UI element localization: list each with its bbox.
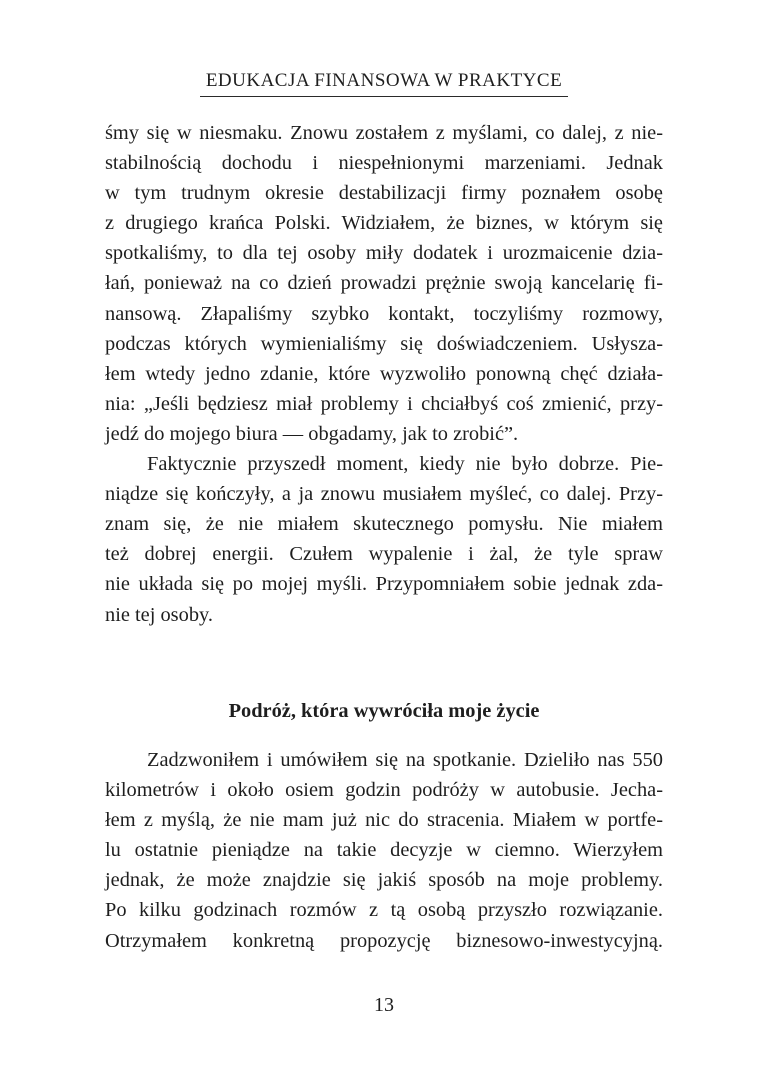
section-heading: Podróż, która wywróciła moje życie [228,700,540,722]
text-line: Po kilku godzinach rozmów z tą osobą przyszło rozwiązanie. [105,899,663,922]
text-line: lu ostatnie pieniądze na takie decyzje w ciemno. Wierzyłem [105,839,663,862]
text-line: łań, ponieważ na co dzień prowadzi prężnie swoją kancelarię fi- [105,272,663,295]
page-number: 13 [374,994,394,1016]
text-line: podczas których wymienialiśmy się doświadczeniem. Usłysza- [105,332,663,355]
running-header [0,70,768,97]
text-line: łem wtedy jedno zdanie, które wyzwoliło ponowną chęć działa- [105,362,663,385]
text-line: nia: „Jeśli będziesz miał problemy i chciałbyś coś zmienić, przy- [105,392,663,415]
text-line: spotkaliśmy, to dla tej osoby miły dodatek i urozmaicenie dzia- [105,242,663,265]
text-line: w tym trudnym okresie destabilizacji firmy poznałem osobę [105,182,663,205]
text-line: jedź do mojego biura — obgadamy, jak to zrobić”. [105,422,519,445]
text-line: też dobrej energii. Czułem wypalenie i żal, że tyle spraw [105,543,663,566]
text-line: Otrzymałem konkretną propozycję biznesowo-inwestycyjną. [105,929,663,952]
text-line: niądze się kończyły, a ja znowu musiałem myśleć, co dalej. Przy- [105,483,663,506]
running-title: EDUKACJA FINANSOWA W PRAKTYCE [200,70,568,97]
text-line: Zadzwoniłem i umówiłem się na spotkanie. Dzieliło nas 550 [147,749,663,771]
body-text-block-2 [105,745,663,956]
text-line: nie układa się po mojej myśli. Przypomniałem sobie jednak zda- [105,573,663,596]
text-line: nie tej osoby. [105,603,213,626]
text-line: jednak, że może znajdzie się jakiś sposób na moje problemy. [105,869,663,892]
text-line: kilometrów i około osiem godzin podróży w autobusie. Jecha- [105,779,663,802]
text-line: znam się, że nie miałem skutecznego pomysłu. Nie miałem [105,513,663,536]
text-line: z drugiego krańca Polski. Widziałem, że biznes, w którym się [105,212,663,235]
text-line: Faktycznie przyszedł moment, kiedy nie było dobrze. Pie- [147,453,663,476]
body-text-block-1 [105,118,663,630]
text-line: nansową. Złapaliśmy szybko kontakt, toczyliśmy rozmowy, [105,302,663,325]
text-line: śmy się w niesmaku. Znowu zostałem z myślami, co dalej, z nie- [105,122,663,144]
text-line: łem z myślą, że nie mam już nic do stracenia. Miałem w portfe- [105,809,663,832]
text-line: stabilnością dochodu i niespełnionymi marzeniami. Jednak [105,152,663,175]
